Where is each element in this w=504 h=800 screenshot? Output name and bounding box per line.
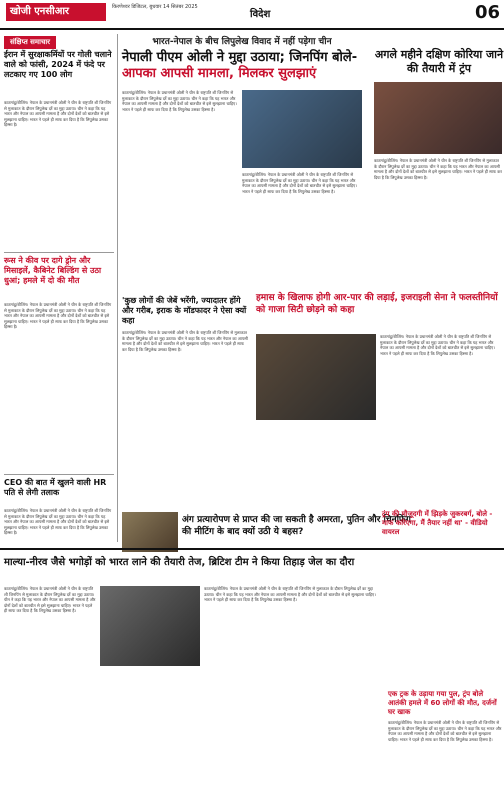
sidebar-headline-3: CEO की बात में खुलने वाली HR पति से लेगी तलाक [4, 478, 107, 497]
attack-body: काठमांडू/बीजिंग। नेपाल के प्रधानमंत्री ओली ने चीन के राष्ट्रपति शी जिनपिंग से मुलाकात के दौरान लिपुलेख दर्रे का मुद्दा उठाया। चीन ने कहा कि यह भारत और नेपाल का आपसी मामला है और दोनों देशों को बातचीत से इसे सुलझाना चाहिए। भारत ने पहले ही साफ कर दिया है कि लिपुलेख उसका हिस्सा है। [388, 720, 502, 742]
ceasefire-photo [122, 512, 178, 552]
lead-headline [122, 50, 372, 82]
mallya-photo [100, 586, 200, 666]
divider [4, 474, 114, 475]
lead-headline-line1: नेपाली पीएम ओली ने मुद्दा उठाया; जिनपिंग बोले- [122, 50, 358, 65]
page-header [0, 0, 504, 30]
trump-video-headline: ट्रंप की मौजूदगी में झिड़के जुकरबर्ग, बोले - माफ करिएगा, मैं तैयार नहीं था' - वीडियो वायरल [382, 510, 493, 536]
sidebar-body-2: काठमांडू/बीजिंग। नेपाल के प्रधानमंत्री ओली ने चीन के राष्ट्रपति शी जिनपिंग से मुलाकात के दौरान लिपुलेख दर्रे का मुद्दा उठाया। चीन ने कहा कि यह भारत और नेपाल का आपसी मामला है और दोनों देशों को बातचीत से इसे सुलझाना चाहिए। भारत ने पहले ही साफ कर दिया है कि लिपुलेख उसका हिस्सा है। [4, 302, 112, 329]
lead-body-col2: काठमांडू/बीजिंग। नेपाल के प्रधानमंत्री ओली ने चीन के राष्ट्रपति शी जिनपिंग से मुलाकात के दौरान लिपुलेख दर्रे का मुद्दा उठाया। चीन ने कहा कि यह भारत और नेपाल का आपसी मामला है और दोनों देशों को बातचीत से इसे सुलझाना चाहिए। भारत ने पहले ही साफ कर दिया है कि लिपुलेख उसका हिस्सा है। [242, 172, 357, 194]
ceasefire-headline: अंग प्रत्यारोपण से प्राप्त की जा सकती है अमरता, पुतिन और चिनफिंग की मीटिंग के बाद क्यों उठी ये बहस? [182, 515, 411, 537]
hamas-headline: हमास के खिलाफ होगी आर-पार की लड़ाई, इजराइली सेना ने फलस्तीनियों को गाजा सिटी छोड़ने को कहा [256, 293, 498, 315]
masthead: खोजी एनसीआर [6, 3, 106, 21]
sidebar-headline-2: रूस ने कीव पर दागे ड्रोन और मिसाइलें, कैबिनेट बिल्डिंग से उठा धुआं; हमले में दो की मौत [4, 256, 102, 285]
mallya-headline: माल्या-नीरव जैसे भगोड़ों को भारत लाने की तैयारी तेज, ब्रिटिश टीम ने किया तिहाड़ जेल का दौरा [4, 557, 355, 568]
korea-photo [374, 82, 502, 154]
korea-headline: अगले महीने दक्षिण कोरिया जाने की तैयारी में ट्रंप [374, 48, 504, 75]
hamas-photo [256, 334, 376, 420]
hamas-body: काठमांडू/बीजिंग। नेपाल के प्रधानमंत्री ओली ने चीन के राष्ट्रपति शी जिनपिंग से मुलाकात के दौरान लिपुलेख दर्रे का मुद्दा उठाया। चीन ने कहा कि यह भारत और नेपाल का आपसी मामला है और दोनों देशों को बातचीत से इसे सुलझाना चाहिए। भारत ने पहले ही साफ कर दिया है कि लिपुलेख उसका हिस्सा है। [380, 334, 495, 356]
page-number: 06 [474, 2, 500, 23]
issue-line: किरणेश्वर डिजिटल, बुधवार 14 सितंबर 2025 [112, 4, 198, 10]
bottom-section [0, 548, 504, 742]
korea-body: काठमांडू/बीजिंग। नेपाल के प्रधानमंत्री ओली ने चीन के राष्ट्रपति शी जिनपिंग से मुलाकात के दौरान लिपुलेख दर्रे का मुद्दा उठाया। चीन ने कहा कि यह भारत और नेपाल का आपसी मामला है और दोनों देशों को बातचीत से इसे सुलझाना चाहिए। भारत ने पहले ही साफ कर दिया है कि लिपुलेख उसका हिस्सा है। [374, 158, 502, 180]
quote-body: काठमांडू/बीजिंग। नेपाल के प्रधानमंत्री ओली ने चीन के राष्ट्रपति शी जिनपिंग से मुलाकात के दौरान लिपुलेख दर्रे का मुद्दा उठाया। चीन ने कहा कि यह भारत और नेपाल का आपसी मामला है और दोनों देशों को बातचीत से इसे सुलझाना चाहिए। भारत ने पहले ही साफ कर दिया है कि लिपुलेख उसका हिस्सा है। [122, 330, 248, 352]
sidebar-headline-1: ईरान में सुरक्षाकर्मियों पर गोली चलाने वाले को फांसी, 2024 में फंदे पर लटकाए गए 100 लोग [4, 50, 112, 79]
section-title: विदेश [250, 9, 271, 20]
attack-headline: एक ट्रक के उड़ाया गया पुल, ट्रंप बोले आतंकी हमले में 60 लोगों की मौत, दर्जनों घर खाक [388, 690, 497, 716]
quote-headline: 'कुछ लोगों की जेबें भरेंगी, ज्यादातर होंगे और गरीब, इराक के मॉडफादर ने ऐसा क्यों कहा [122, 296, 247, 325]
sidebar-body-1: काठमांडू/बीजिंग। नेपाल के प्रधानमंत्री ओली ने चीन के राष्ट्रपति शी जिनपिंग से मुलाकात के दौरान लिपुलेख दर्रे का मुद्दा उठाया। चीन ने कहा कि यह भारत और नेपाल का आपसी मामला है और दोनों देशों को बातचीत से इसे सुलझाना चाहिए। भारत ने पहले ही साफ कर दिया है कि लिपुलेख उसका हिस्सा है। [4, 100, 112, 127]
divider [4, 252, 114, 253]
lead-headline-line2: आपका आपसी मामला, मिलकर सुलझाएं [122, 66, 317, 81]
lead-photo [242, 90, 362, 168]
sidebar-tag: संक्षिप्त समाचार [4, 36, 56, 49]
lead-body: काठमांडू/बीजिंग। नेपाल के प्रधानमंत्री ओली ने चीन के राष्ट्रपति शी जिनपिंग से मुलाकात के दौरान लिपुलेख दर्रे का मुद्दा उठाया। चीन ने कहा कि यह भारत और नेपाल का आपसी मामला है और दोनों देशों को बातचीत से इसे सुलझाना चाहिए। भारत ने पहले ही साफ कर दिया है कि लिपुलेख उसका हिस्सा है। [122, 90, 237, 112]
sidebar-body-3: काठमांडू/बीजिंग। नेपाल के प्रधानमंत्री ओली ने चीन के राष्ट्रपति शी जिनपिंग से मुलाकात के दौरान लिपुलेख दर्रे का मुद्दा उठाया। चीन ने कहा कि यह भारत और नेपाल का आपसी मामला है और दोनों देशों को बातचीत से इसे सुलझाना चाहिए। भारत ने पहले ही साफ कर दिया है कि लिपुलेख उसका हिस्सा है। [4, 508, 112, 535]
sidebar [0, 34, 118, 542]
mallya-body-col2: काठमांडू/बीजिंग। नेपाल के प्रधानमंत्री ओली ने चीन के राष्ट्रपति शी जिनपिंग से मुलाकात के दौरान लिपुलेख दर्रे का मुद्दा उठाया। चीन ने कहा कि यह भारत और नेपाल का आपसी मामला है और दोनों देशों को बातचीत से इसे सुलझाना चाहिए। भारत ने पहले ही साफ कर दिया है कि लिपुलेख उसका हिस्सा है। [204, 586, 376, 602]
lead-kicker: भारत-नेपाल के बीच लिपुलेख विवाद में नहीं पड़ेगा चीन [152, 37, 332, 47]
mallya-body: काठमांडू/बीजिंग। नेपाल के प्रधानमंत्री ओली ने चीन के राष्ट्रपति शी जिनपिंग से मुलाकात के दौरान लिपुलेख दर्रे का मुद्दा उठाया। चीन ने कहा कि यह भारत और नेपाल का आपसी मामला है और दोनों देशों को बातचीत से इसे सुलझाना चाहिए। भारत ने पहले ही साफ कर दिया है कि लिपुलेख उसका हिस्सा है। [4, 586, 96, 613]
